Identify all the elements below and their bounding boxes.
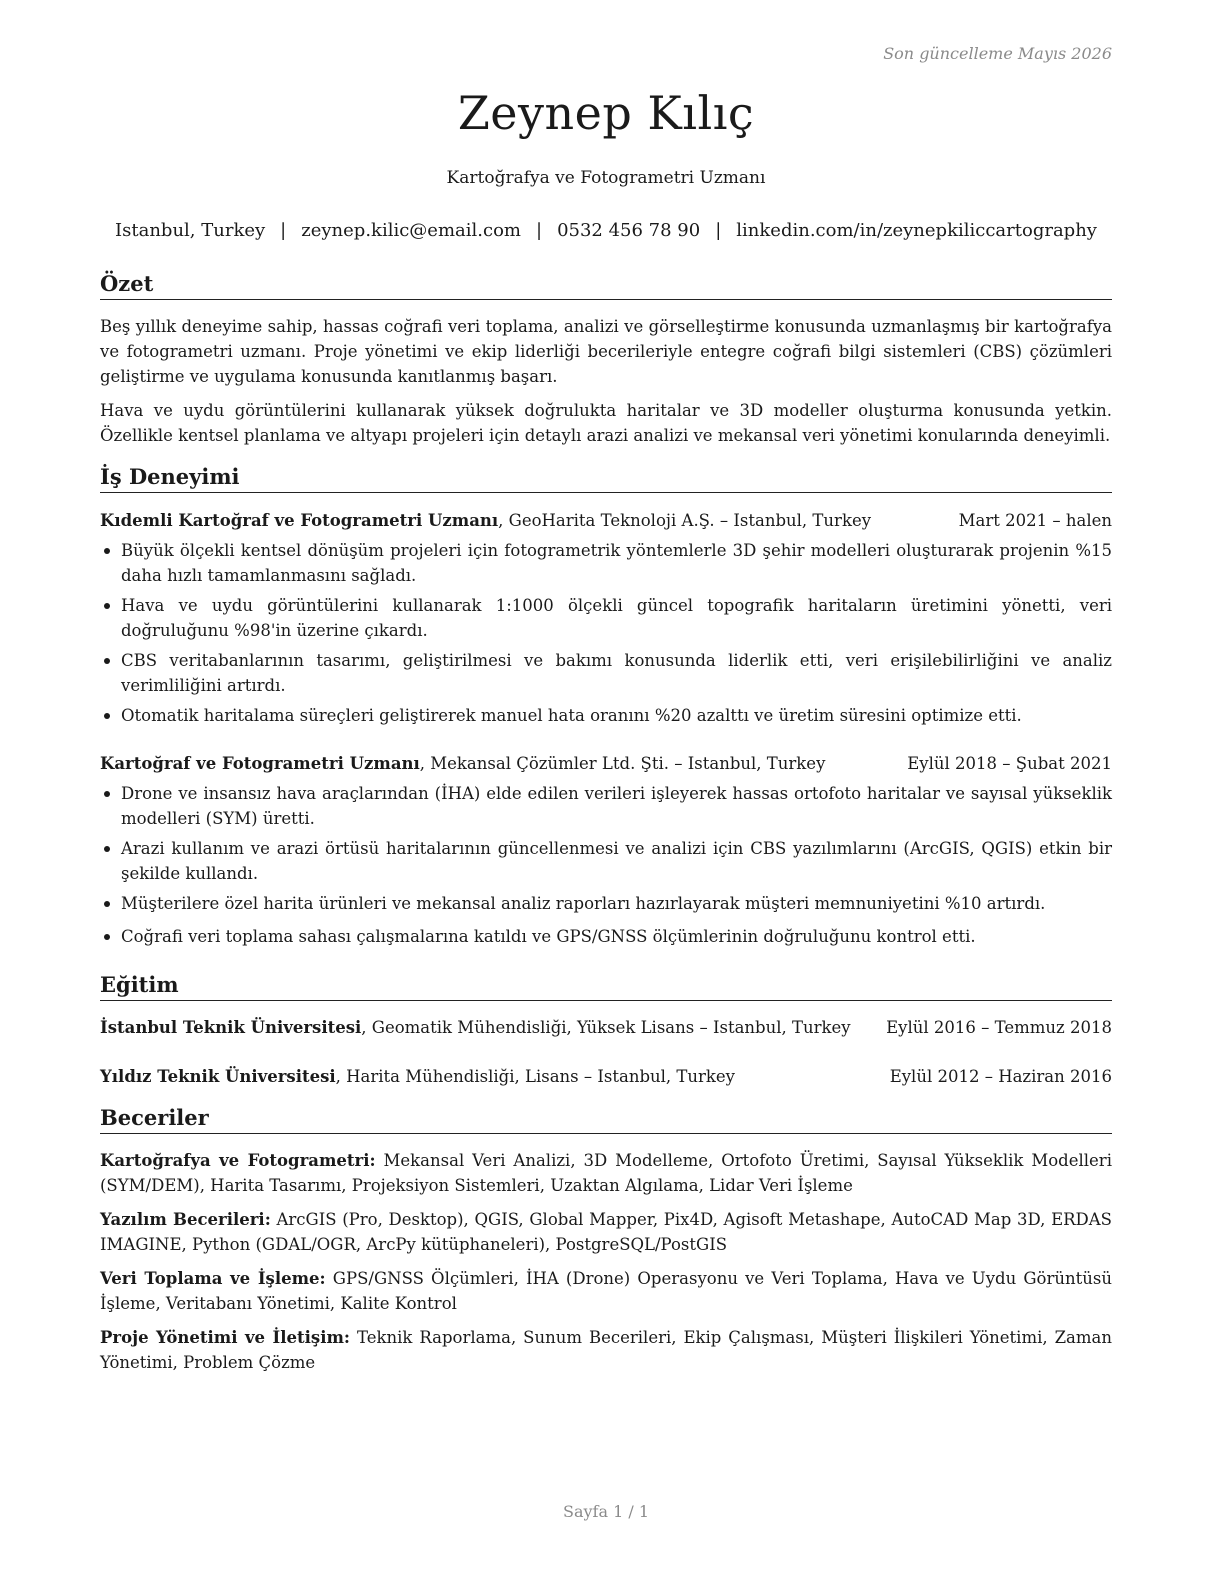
section-heading: İş Deneyimi (100, 463, 1112, 493)
skill-label: Proje Yönetimi ve İletişim: (100, 1328, 351, 1347)
list-item: CBS veritabanlarının tasarımı, geliştirilmesi ve bakımı konusunda liderlik etti, veri erişilebilirliğini ve analiz verimliliğini artırdı. (100, 648, 1112, 698)
list-item: Coğrafi veri toplama sahası çalışmalarına katıldı ve GPS/GNSS ölçümlerinin doğruluğunu kontrol etti. (100, 924, 1112, 949)
skill-group (100, 1266, 1112, 1316)
contact-separator: | (715, 220, 722, 241)
job-entry (100, 751, 1112, 949)
list-item: Drone ve insansız hava araçlarından (İHA) elde edilen verileri işleyerek hassas ortofoto haritalar ve sayısal yükseklik modelleri (SYM) üretti. (100, 781, 1112, 831)
list-item: Arazi kullanım ve arazi örtüsü haritalarının güncellenmesi ve analizi için CBS yazılımlarını (ArcGIS, QGIS) etkin bir şekilde kullandı. (100, 836, 1112, 886)
school-name: Yıldız Teknik Üniversitesi (100, 1067, 336, 1086)
education-dates: Eylül 2016 – Temmuz 2018 (886, 1018, 1112, 1037)
last-updated: Son güncelleme Mayıs 2026 (883, 44, 1112, 63)
skill-label: Yazılım Becerileri: (100, 1210, 271, 1229)
skill-text: Teknik Raporlama, Sunum Becerileri, Ekip Çalışması, Müşteri İlişkileri Yönetimi, Zaman Yönetimi, Problem Çözme (100, 1328, 1112, 1372)
education-section (100, 971, 1112, 1089)
job-role: Kartoğraf ve Fotogrametri Uzmanı (100, 754, 420, 773)
contact-linkedin[interactable]: linkedin.com/in/zeynepkiliccartography (736, 220, 1097, 241)
degree-detail: , Geomatik Mühendisliği, Yüksek Lisans – Istanbul, Turkey (361, 1018, 851, 1037)
skill-text: GPS/GNSS Ölçümleri, İHA (Drone) Operasyonu ve Veri Toplama, Hava ve Uydu Görüntüsü İşleme, Veritabanı Yönetimi, Kalite Kontrol (100, 1269, 1112, 1313)
skill-group (100, 1325, 1112, 1375)
job-company: , Mekansal Çözümler Ltd. Şti. – Istanbul, Turkey (419, 754, 826, 773)
list-item: Müşterilere özel harita ürünleri ve mekansal analiz raporları hazırlayarak müşteri memnuniyetini %10 artırdı. (100, 891, 1112, 916)
section-heading: Eğitim (100, 971, 1112, 1001)
contact-email[interactable]: zeynep.kilic@email.com (301, 220, 521, 241)
job-header (100, 751, 1112, 776)
contact-phone[interactable]: 0532 456 78 90 (557, 220, 701, 241)
job-role: Kıdemli Kartoğraf ve Fotogrametri Uzmanı (100, 511, 499, 530)
contact-separator: | (535, 220, 543, 241)
summary-paragraph: Hava ve uydu görüntülerini kullanarak yüksek doğrulukta haritalar ve 3D modeller oluşturma konusunda yetkin. Özellikle kentsel planlama ve altyapı projeleri için detaylı arazi analizi ve mekansal veri yönetimi konularında deneyimli. (100, 401, 1112, 445)
list-item: Büyük ölçekli kentsel dönüşüm projeleri için fotogrametrik yöntemlerle 3D şehir modelleri oluşturarak projenin %15 daha hızlı tamamlanmasını sağladı. (100, 538, 1112, 588)
education-dates: Eylül 2012 – Haziran 2016 (889, 1067, 1112, 1086)
degree-detail: , Harita Mühendisliği, Lisans – Istanbul, Turkey (335, 1067, 736, 1086)
list-item: Otomatik haritalama süreçleri geliştirerek manuel hata oranını %20 azalttı ve üretim süresini optimize etti. (100, 703, 1112, 728)
skill-group (100, 1148, 1112, 1198)
skills-section (100, 1104, 1112, 1375)
candidate-title: Kartoğrafya ve Fotogrametri Uzmanı (446, 168, 766, 188)
contact-separator: | (280, 220, 287, 241)
page-number: Sayfa 1 / 1 (562, 1502, 649, 1521)
skill-group (100, 1207, 1112, 1257)
job-entry (100, 508, 1112, 728)
job-dates: Mart 2021 – halen (958, 511, 1112, 530)
section-heading: Beceriler (100, 1104, 1112, 1134)
school-name: İstanbul Teknik Üniversitesi (100, 1018, 362, 1037)
skill-text: ArcGIS (Pro, Desktop), QGIS, Global Mapper, Pix4D, Agisoft Metashape, AutoCAD Map 3D, ERDAS IMAGINE, Python (GDAL/OGR, ArcPy kütüphaneleri), PostgreSQL/PostGIS (100, 1210, 1112, 1254)
skill-label: Veri Toplama ve İşleme: (100, 1269, 326, 1288)
summary-paragraph: Beş yıllık deneyime sahip, hassas coğrafi veri toplama, analizi ve görselleştirme konusunda uzmanlaşmış bir kartoğrafya ve fotogrametri uzmanı. Proje yönetimi ve ekip liderliği becerileriyle entegre coğrafi bilgi sistemleri (CBS) çözümleri geliştirme ve uygulama konusunda kanıtlanmış başarı. (100, 317, 1112, 386)
job-bullets (100, 538, 1112, 728)
contact-location: Istanbul, Turkey (115, 220, 266, 241)
resume-page (100, 0, 1112, 1584)
list-item: Hava ve uydu görüntülerini kullanarak 1:1000 ölçekli güncel topografik haritaların üretimini yönetti, veri doğruluğunu %98'in üzerine çıkardı. (100, 593, 1112, 643)
education-entry (100, 1064, 1112, 1089)
contact-line (80, 220, 1132, 241)
experience-section (100, 463, 1112, 949)
summary-section (100, 270, 1112, 448)
job-company: , GeoHarita Teknoloji A.Ş. – Istanbul, Turkey (498, 511, 872, 530)
education-entry (100, 1015, 1112, 1040)
job-dates: Eylül 2018 – Şubat 2021 (907, 754, 1112, 773)
skill-label: Kartoğrafya ve Fotogrametri: (100, 1151, 376, 1170)
skill-text: Mekansal Veri Analizi, 3D Modelleme, Ortofoto Üretimi, Sayısal Yükseklik Modelleri (SYM/DEM), Harita Tasarımı, Projeksiyon Sistemleri, Uzaktan Algılama, Lidar Veri İşleme (100, 1151, 1112, 1195)
candidate-name: Zeynep Kılıç (457, 86, 755, 140)
job-bullets (100, 781, 1112, 949)
section-heading: Özet (100, 270, 1112, 300)
job-header (100, 508, 1112, 533)
